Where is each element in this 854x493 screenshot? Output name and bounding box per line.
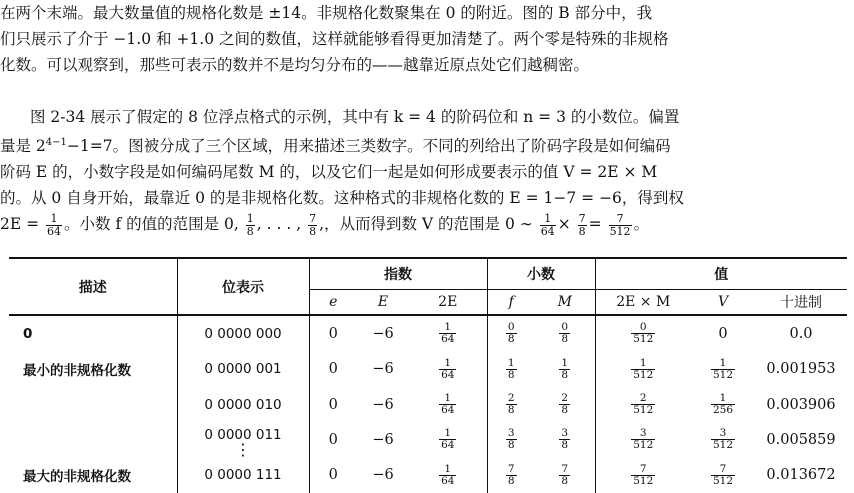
text-line: 在两个末端。最大数量值的规格化数是 ±14。非规格化数聚集在 0 的附近。图的 B 部分中，我 bbox=[0, 4, 653, 22]
row-E: −6 bbox=[372, 431, 394, 448]
row-f: $\frac{1}{8}$ bbox=[487, 352, 535, 387]
row-f: $\frac{3}{8}$ bbox=[487, 422, 535, 457]
header-e: e bbox=[309, 290, 357, 316]
table-row bbox=[9, 315, 847, 352]
row-decimal: 0.005859 bbox=[766, 431, 836, 448]
row-2ExM: $\frac{3}{512}$ bbox=[595, 422, 691, 457]
header-bits: 位表示 bbox=[177, 258, 309, 315]
row-desc: 最小的非规格化数 bbox=[23, 363, 131, 380]
table-row bbox=[9, 352, 847, 387]
row-2ExM: $\frac{1}{512}$ bbox=[595, 352, 691, 387]
row-f: $\frac{0}{8}$ bbox=[487, 315, 535, 352]
row-V: $\frac{7}{512}$ bbox=[712, 462, 734, 487]
text-segment: = bbox=[588, 215, 602, 234]
row-bits: 0 0000 011 ⋮ bbox=[177, 422, 309, 457]
float-format-table bbox=[9, 257, 847, 493]
text-line: 化数。可以观察到，那些可表示的数并不是均匀分布的——越靠近原点处它们越稠密。 bbox=[0, 56, 590, 74]
row-bits: 0 0000 010 bbox=[177, 387, 309, 422]
text-line: 们只展示了介于 −1.0 和 +1.0 之间的数值，这样就能够看得更加清楚了。两个零是特殊的非规格 bbox=[0, 30, 669, 48]
row-desc: 最大的非规格化数 bbox=[23, 469, 131, 486]
text-segment: 量是 2 bbox=[0, 137, 46, 156]
fraction: $\frac{7}{512}$ bbox=[609, 211, 631, 238]
row-bits: 0 0000 001 bbox=[177, 352, 309, 387]
header-exponent: 指数 bbox=[309, 258, 487, 290]
row-2ExM: $\frac{0}{512}$ bbox=[595, 315, 691, 352]
row-2E: $\frac{1}{64}$ bbox=[441, 427, 455, 452]
row-2ExM: $\frac{7}{512}$ bbox=[595, 458, 691, 493]
row-E: −6 bbox=[372, 325, 394, 342]
row-desc: 0 bbox=[23, 325, 33, 342]
row-e: 0 bbox=[309, 458, 357, 493]
row-2E: $\frac{1}{64}$ bbox=[441, 321, 455, 346]
text-line: 的。从 0 自身开始，最靠近 0 的是非规格化数。这种格式的非规格化数的 E = 1−7 = −6，得到权 bbox=[0, 189, 684, 208]
row-bits: 0 0000 000 bbox=[177, 315, 309, 352]
row-desc bbox=[9, 422, 177, 457]
row-V: 0 bbox=[718, 325, 728, 342]
text-segment: × bbox=[557, 215, 571, 234]
row-e: 0 bbox=[309, 422, 357, 457]
row-f: $\frac{7}{8}$ bbox=[487, 458, 535, 493]
header-2ExM: 2E × M bbox=[595, 290, 691, 316]
header-E: E bbox=[357, 290, 409, 316]
header-decimal: 十进制 bbox=[755, 290, 847, 316]
text-segment: 。小数 f 的值的范围是 0, bbox=[64, 215, 239, 234]
row-M: $\frac{0}{8}$ bbox=[561, 321, 569, 346]
row-decimal: 0.001953 bbox=[766, 361, 836, 378]
row-decimal: 0.003906 bbox=[766, 396, 836, 413]
row-f: $\frac{2}{8}$ bbox=[487, 387, 535, 422]
text-segment: −1=7。图被分成了三个区域，用来描述三类数字。不同的列给出了阶码字段是如何编码 bbox=[66, 137, 671, 156]
text-line: 图 2-34 展示了假定的 8 位浮点格式的示例，其中有 k = 4 的阶码位和 n = 3 的小数位。偏置 bbox=[30, 108, 680, 126]
row-2E: $\frac{1}{64}$ bbox=[441, 356, 455, 381]
table-row bbox=[9, 422, 847, 457]
header-fraction: 小数 bbox=[487, 258, 595, 290]
row-V: $\frac{1}{512}$ bbox=[712, 356, 734, 381]
fraction: $\frac{1}{8}$ bbox=[246, 211, 254, 238]
fraction: $\frac{1}{64}$ bbox=[540, 211, 555, 238]
text-line bbox=[0, 211, 850, 238]
row-decimal: 0.013672 bbox=[766, 467, 836, 484]
text-segment: , . . . , bbox=[256, 215, 302, 234]
text-line: 阶码 E 的，小数字段是如何编码尾数 M 的，以及它们一起是如何形成要表示的值 V = 2E × M bbox=[0, 163, 658, 182]
fraction: $\frac{7}{8}$ bbox=[578, 211, 586, 238]
row-decimal: 0.0 bbox=[789, 325, 813, 342]
header-f: f bbox=[487, 290, 535, 316]
header-desc: 描述 bbox=[78, 279, 107, 296]
row-E: −6 bbox=[372, 396, 394, 413]
row-desc bbox=[9, 387, 177, 422]
row-2E: $\frac{1}{64}$ bbox=[441, 392, 455, 417]
header-2E: 2E bbox=[409, 290, 487, 316]
row-e: 0 bbox=[309, 352, 357, 387]
paragraph-1 bbox=[0, 0, 850, 78]
ellipsis-vertical: ⋮ bbox=[235, 439, 251, 459]
superscript: 4−1 bbox=[45, 137, 67, 148]
text-line bbox=[0, 130, 850, 159]
table-row bbox=[9, 387, 847, 422]
row-bits: 0 0000 111 bbox=[177, 458, 309, 493]
row-E: −6 bbox=[372, 361, 394, 378]
row-e: 0 bbox=[309, 387, 357, 422]
row-V: $\frac{1}{256}$ bbox=[712, 392, 734, 417]
header-M: M bbox=[535, 290, 595, 316]
row-V: $\frac{3}{512}$ bbox=[712, 427, 734, 452]
table-row bbox=[9, 458, 847, 493]
text-segment: 。 bbox=[633, 215, 650, 234]
text-segment: ,，从而得到数 V 的范围是 0 ∼ bbox=[319, 215, 533, 234]
paragraph-2 bbox=[0, 104, 850, 238]
row-2E: $\frac{1}{64}$ bbox=[441, 462, 455, 487]
row-M: $\frac{1}{8}$ bbox=[561, 356, 569, 381]
fraction: $\frac{7}{8}$ bbox=[309, 211, 317, 238]
row-E: −6 bbox=[372, 467, 394, 484]
header-value: 值 bbox=[595, 258, 847, 290]
text-segment: 2E = bbox=[0, 215, 40, 234]
row-M: $\frac{2}{8}$ bbox=[561, 392, 569, 417]
header-V: V bbox=[691, 290, 755, 316]
row-e: 0 bbox=[309, 315, 357, 352]
row-M: $\frac{7}{8}$ bbox=[561, 462, 569, 487]
fraction: $\frac{1}{64}$ bbox=[47, 211, 62, 238]
row-M: $\frac{3}{8}$ bbox=[561, 427, 569, 452]
row-2ExM: $\frac{2}{512}$ bbox=[595, 387, 691, 422]
